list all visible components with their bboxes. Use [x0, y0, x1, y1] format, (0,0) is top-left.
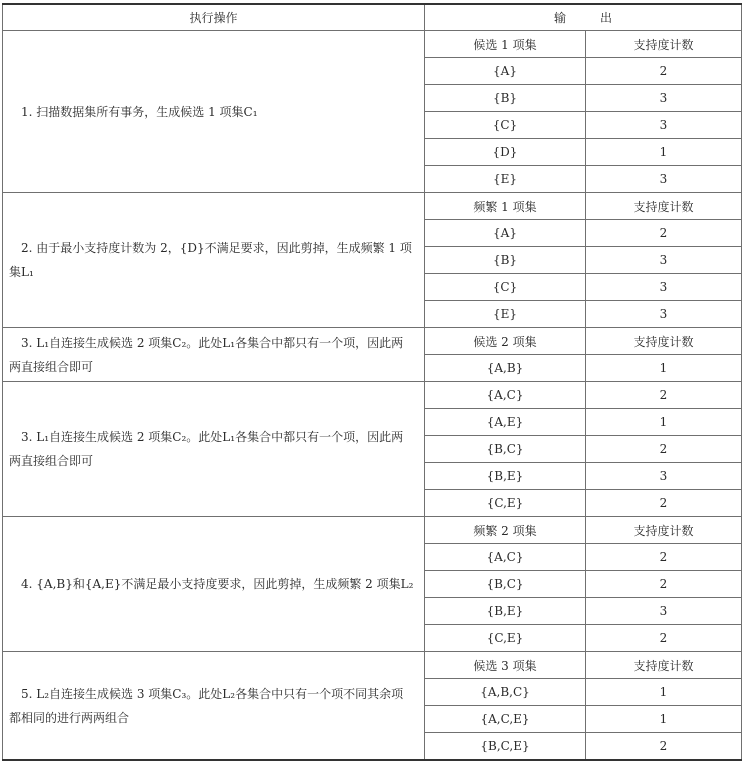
itemset-cell: {A,B}: [425, 355, 586, 382]
itemset-header: 候选 1 项集: [425, 31, 586, 58]
table-row: [3, 328, 742, 355]
itemset-cell: {A}: [425, 58, 586, 85]
itemset-cell: {A,C}: [425, 382, 586, 409]
itemset-cell: {E}: [425, 166, 586, 193]
header-output-char-2: 出: [600, 11, 613, 25]
count-cell: 2: [586, 571, 742, 598]
operation-cell: 5. L₂自连接生成候选 3 项集C₃。此处L₂各集合中只有一个项不同其余项都相同的进行两两组合: [3, 652, 425, 761]
count-cell: 2: [586, 58, 742, 85]
itemset-header: 候选 3 项集: [425, 652, 586, 679]
count-header: 支持度计数: [586, 31, 742, 58]
count-cell: 2: [586, 733, 742, 761]
itemset-cell: {A,C,E}: [425, 706, 586, 733]
itemset-cell: {C}: [425, 274, 586, 301]
count-header: 支持度计数: [586, 652, 742, 679]
count-cell: 3: [586, 85, 742, 112]
itemset-cell: {C}: [425, 112, 586, 139]
count-cell: 2: [586, 490, 742, 517]
table-row: [3, 517, 742, 544]
count-cell: 3: [586, 166, 742, 193]
header-output-char-1: 输: [553, 11, 566, 25]
count-cell: 3: [586, 112, 742, 139]
count-cell: 3: [586, 247, 742, 274]
itemset-header: 频繁 1 项集: [425, 193, 586, 220]
itemset-cell: {E}: [425, 301, 586, 328]
itemset-cell: {C,E}: [425, 490, 586, 517]
count-header: 支持度计数: [586, 517, 742, 544]
operation-cell: 4. {A,B}和{A,E}不满足最小支持度要求，因此剪掉，生成频繁 2 项集L₂: [3, 517, 425, 652]
operation-cell: 3. L₁自连接生成候选 2 项集C₂。此处L₁各集合中都只有一个项，因此两两直接组合即可: [3, 382, 425, 517]
itemset-header: 频繁 2 项集: [425, 517, 586, 544]
itemset-cell: {B,C}: [425, 571, 586, 598]
itemset-cell: {B,C,E}: [425, 733, 586, 761]
itemset-header: 候选 2 项集: [425, 328, 586, 355]
count-cell: 1: [586, 409, 742, 436]
apriori-table: [2, 3, 742, 761]
itemset-cell: {B}: [425, 247, 586, 274]
count-cell: 3: [586, 463, 742, 490]
itemset-cell: {B,C}: [425, 436, 586, 463]
table-header-row: [3, 4, 742, 31]
count-cell: 2: [586, 382, 742, 409]
count-cell: 3: [586, 598, 742, 625]
count-cell: 1: [586, 139, 742, 166]
itemset-cell: {A,B,C}: [425, 679, 586, 706]
count-cell: 2: [586, 436, 742, 463]
itemset-cell: {C,E}: [425, 625, 586, 652]
table-row: [3, 31, 742, 58]
table-row: [3, 382, 742, 409]
table-row: [3, 193, 742, 220]
count-cell: 2: [586, 625, 742, 652]
count-cell: 2: [586, 220, 742, 247]
count-cell: 1: [586, 679, 742, 706]
itemset-cell: {A}: [425, 220, 586, 247]
operation-cell: 1. 扫描数据集所有事务，生成候选 1 项集C₁: [3, 31, 425, 193]
count-cell: 1: [586, 706, 742, 733]
count-cell: 2: [586, 544, 742, 571]
header-operation: 执行操作: [3, 4, 425, 31]
itemset-cell: {A,C}: [425, 544, 586, 571]
itemset-cell: {A,E}: [425, 409, 586, 436]
itemset-cell: {B}: [425, 85, 586, 112]
count-cell: 1: [586, 355, 742, 382]
count-header: 支持度计数: [586, 328, 742, 355]
operation-cell: 3. L₁自连接生成候选 2 项集C₂。此处L₁各集合中都只有一个项，因此两两直接组合即可: [3, 328, 425, 382]
itemset-cell: {B,E}: [425, 598, 586, 625]
count-cell: 3: [586, 274, 742, 301]
count-cell: 3: [586, 301, 742, 328]
count-header: 支持度计数: [586, 193, 742, 220]
table-row: [3, 652, 742, 679]
itemset-cell: {B,E}: [425, 463, 586, 490]
itemset-cell: {D}: [425, 139, 586, 166]
header-output: [425, 4, 742, 31]
operation-cell: 2. 由于最小支持度计数为 2，{D}不满足要求，因此剪掉，生成频繁 1 项集L₁: [3, 193, 425, 328]
